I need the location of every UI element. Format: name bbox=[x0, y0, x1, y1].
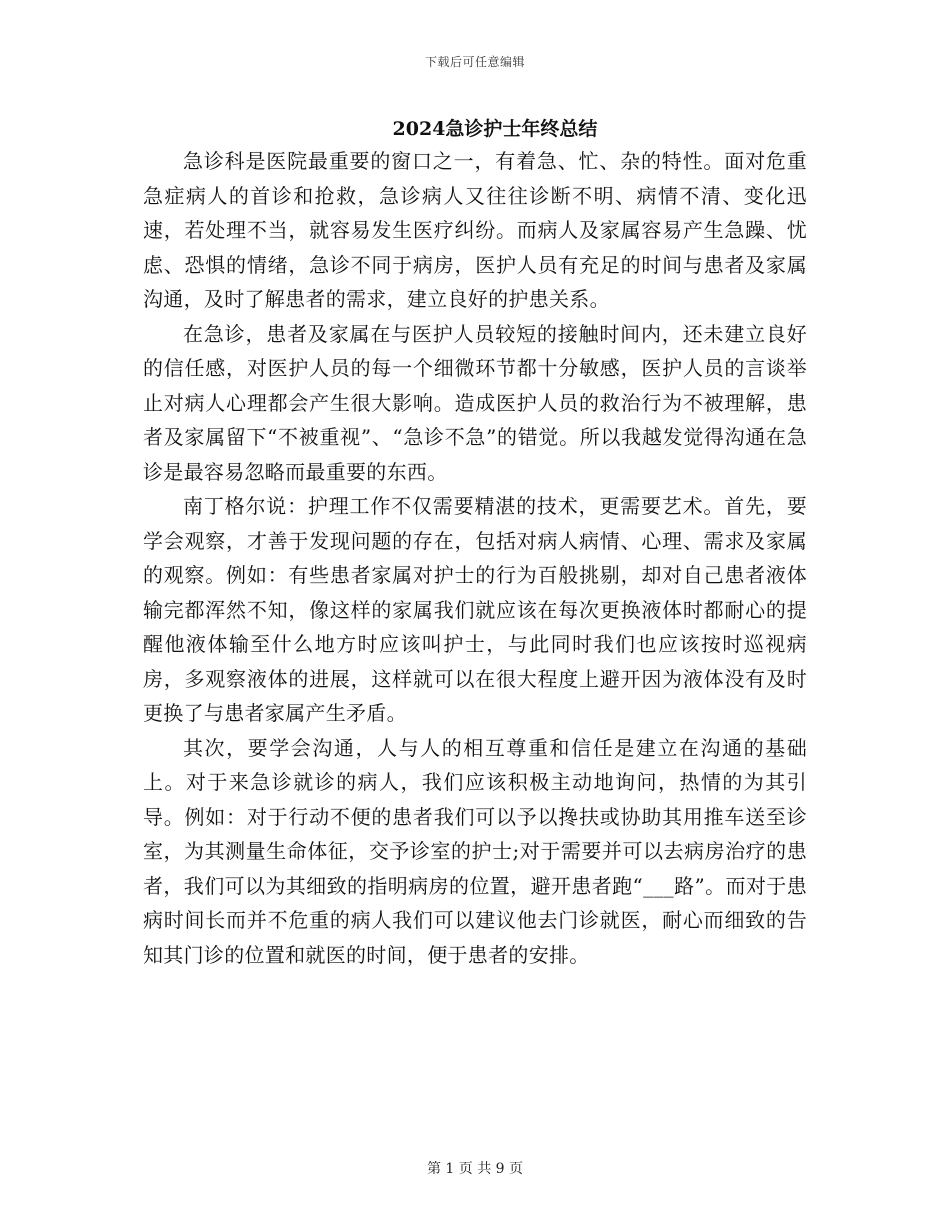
paragraph: 南丁格尔说：护理工作不仅需要精湛的技术，更需要艺术。首先，要学会观察，才善于发现问题的存在，包括对病人病情、心理、需求及家属的观察。例如：有些患者家属对护士的行为百般挑剔，却对自己患者液体输完都浑然不知，像这样的家属我们就应该在每次更换液体时都耐心的提醒他液体输至什么地方时应该叫护士，与此同时我们也应该按时巡视病房，多观察液体的进展，这样就可以在很大程度上避开因为液体没有及时更换了与患者家属产生矛盾。 bbox=[143, 494, 807, 725]
paragraph: 急诊科是医院最重要的窗口之一，有着急、忙、杂的特性。面对危重急症病人的首诊和抢救，急诊病人又往往诊断不明、病情不清、变化迅速，若处理不当，就容易发生医疗纠纷。而病人及家属容易产生急躁、忧虑、恐惧的情绪，急诊不同于病房，医护人员有充足的时间与患者及家属沟通，及时了解患者的需求，建立良好的护患关系。 bbox=[143, 149, 807, 311]
paragraph: 在急诊，患者及家属在与医护人员较短的接触时间内，还未建立良好的信任感，对医护人员的每一个细微环节都十分敏感，医护人员的言谈举止对病人心理都会产生很大影响。造成医护人员的救治行为不被理解，患者及家属留下“不被重视”、“急诊不急”的错觉。所以我越发觉得沟通在急诊是最容易忽略而最重要的东西。 bbox=[143, 321, 807, 484]
document-body bbox=[143, 144, 807, 972]
page-number: 第 1 页 共 9 页 bbox=[426, 1161, 524, 1177]
paragraph: 其次，要学会沟通，人与人的相互尊重和信任是建立在沟通的基础上。对于来急诊就诊的病人，我们应该积极主动地询问，热情的为其引导。例如：对于行动不便的患者我们可以予以搀扶或协助其用推车送至诊室，为其测量生命体征，交予诊室的护士;对于需要并可以去病房治疗的患者，我们可以为其细致的指明病房的位置，避开患者跑“___路”。而对于患病时间长而并不危重的病人我们可以建议他去门诊就医，耐心而细致的告知其门诊的位置和就医的时间，便于患者的安排。 bbox=[143, 735, 807, 967]
header-note: 下载后可任意编辑 bbox=[424, 55, 525, 69]
document-title: 2024急诊护士年终总结 bbox=[392, 118, 598, 140]
